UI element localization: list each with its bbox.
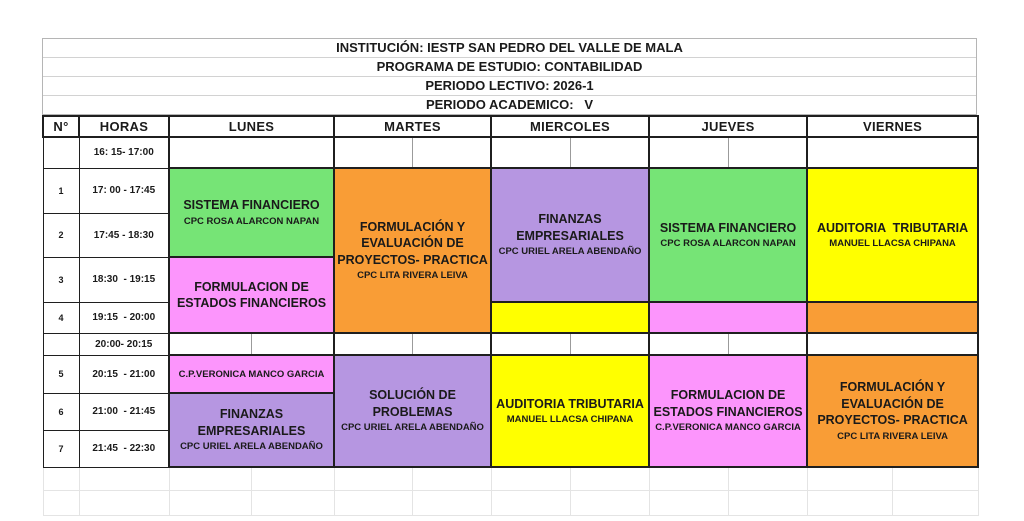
course-teacher: MANUEL LLACSA CHIPANA: [829, 238, 956, 250]
time-cell: 20:15 - 21:00: [79, 355, 169, 393]
gridline-cell: [251, 490, 334, 515]
course-teacher: C.P.VERONICA MANCO GARCIA: [655, 422, 801, 434]
empty-slot-martes-early-1: [334, 137, 412, 168]
course-teacher: CPC URIEL ARELA ABENDAÑO: [498, 246, 642, 258]
course-cell-lunes-finanzas-empresariales: [169, 393, 334, 467]
course-cell-lunes-veronica-manco: [169, 355, 334, 393]
row-number-cell: 6: [43, 393, 79, 430]
gridline-cell: [892, 490, 978, 515]
course-teacher: CPC ROSA ALARCON NAPAN: [660, 238, 796, 250]
gridline-cell: [169, 467, 251, 490]
pre-class-row: [43, 137, 978, 168]
gridline-cell: [412, 467, 491, 490]
gridline-cell: [251, 467, 334, 490]
course-teacher: CPC LITA RIVERA LEIVA: [837, 430, 948, 442]
course-teacher: CPC LITA RIVERA LEIVA: [357, 270, 468, 282]
time-cell: 18:30 - 19:15: [79, 257, 169, 302]
empty-slot-martes-break-2: [412, 333, 491, 355]
course-teacher: CPC ROSA ALARCON NAPAN: [183, 215, 320, 227]
time-cell: 21:45 - 22:30: [79, 430, 169, 467]
empty-slot-viernes-break: [807, 333, 978, 355]
time-cell: 20:00- 20:15: [79, 333, 169, 355]
time-cell: 21:00 - 21:45: [79, 393, 169, 430]
schedule-table: [42, 115, 979, 516]
course-cell-miercoles-auditoria-tributaria: [491, 355, 649, 467]
course-teacher: MANUEL LLACSA CHIPANA: [506, 414, 634, 426]
gridline-cell: [43, 490, 79, 515]
empty-slot-martes-break-1: [334, 333, 412, 355]
course-cell-viernes-formulacion-proyectos: [807, 355, 978, 467]
time-cell: 19:15 - 20:00: [79, 302, 169, 333]
empty-slot-jueves-break-2: [728, 333, 807, 355]
row-number-cell: [43, 137, 79, 168]
course-cell-viernes-auditoria-tributaria: [807, 168, 978, 302]
course-title: FORMULACIÓN Y EVALUACIÓN DE PROYECTOS- PRACTICA: [817, 380, 968, 428]
course-title: SISTEMA FINANCIERO: [183, 198, 320, 213]
course-title: FINANZAS EMPRESARIALES: [197, 407, 306, 438]
col-header-viernes: VIERNES: [807, 116, 978, 137]
course-cell-martes-solucion-problemas: [334, 355, 491, 467]
col-header-martes: MARTES: [334, 116, 491, 137]
course-cell-lunes-formulacion-estados: [169, 257, 334, 333]
gridline-cell: [412, 490, 491, 515]
row-number-cell: 3: [43, 257, 79, 302]
gridline-cell: [334, 490, 412, 515]
course-title: FORMULACION DE ESTADOS FINANCIEROS: [176, 279, 327, 310]
title-academic-period: PERIODO ACADEMICO: V: [43, 95, 976, 114]
empty-slot-jueves-early-1: [649, 137, 728, 168]
timetable-sheet: [42, 38, 977, 516]
title-institution: INSTITUCIÓN: IESTP SAN PEDRO DEL VALLE DE MALA: [336, 40, 683, 55]
col-header-number: N°: [43, 116, 79, 137]
empty-slot-miercoles-break-2: [570, 333, 649, 355]
col-header-jueves: JUEVES: [649, 116, 807, 137]
course-cell-lunes-sistema-financiero: [169, 168, 334, 257]
period-row-1: [43, 168, 978, 213]
course-cell-jueves-formulacion-estados: [649, 355, 807, 467]
empty-slot-miercoles-break-1: [491, 333, 570, 355]
course-cell-jueves-sistema-financiero: [649, 168, 807, 302]
course-teacher: CPC URIEL ARELA ABENDAÑO: [341, 422, 484, 434]
title-lective-period: PERIODO LECTIVO: 2026-1: [43, 76, 976, 95]
gridline-cell: [570, 467, 649, 490]
row-number-cell: 5: [43, 355, 79, 393]
course-teacher: CPC URIEL ARELA ABENDAÑO: [180, 441, 323, 453]
course-cell-martes-formulacion-proyectos: [334, 168, 491, 333]
time-cell: 17:45 - 18:30: [79, 213, 169, 257]
empty-slot-viernes-early: [807, 137, 978, 168]
course-title: SISTEMA FINANCIERO: [659, 220, 797, 235]
empty-slot-lunes-early: [169, 137, 334, 168]
gridline-cell: [807, 490, 892, 515]
empty-slot-lunes-break-1: [169, 333, 251, 355]
period-row-5: [43, 355, 978, 393]
day-header-row: [43, 116, 978, 137]
course-title: FORMULACION DE ESTADOS FINANCIEROS: [653, 388, 803, 419]
gridline-row: [43, 467, 978, 490]
gridline-cell: [807, 467, 892, 490]
gridline-cell: [892, 467, 978, 490]
course-title: SOLUCIÓN DE PROBLEMAS: [369, 388, 460, 419]
course-title: FORMULACIÓN Y EVALUACIÓN DE PROYECTOS- PRACTICA: [337, 219, 488, 267]
col-header-miercoles: MIERCOLES: [491, 116, 649, 137]
row-number-cell: 2: [43, 213, 79, 257]
time-cell: 16: 15- 17:00: [79, 137, 169, 168]
row-number-cell: 4: [43, 302, 79, 333]
empty-slot-miercoles-early-1: [491, 137, 570, 168]
gridline-cell: [728, 490, 807, 515]
gridline-cell: [570, 490, 649, 515]
course-title: AUDITORIA TRIBUTARIA: [816, 220, 969, 235]
empty-slot-martes-early-2: [412, 137, 491, 168]
title-block: [42, 38, 977, 115]
gridline-cell: [491, 467, 570, 490]
empty-colored-cell-jueves: [649, 302, 807, 333]
gridline-cell: [43, 467, 79, 490]
gridline-cell: [649, 490, 728, 515]
gridline-cell: [491, 490, 570, 515]
course-title: AUDITORIA TRIBUTARIA: [496, 396, 644, 411]
empty-colored-cell-miercoles: [491, 302, 649, 333]
time-cell: 17: 00 - 17:45: [79, 168, 169, 213]
course-cell-miercoles-finanzas-empresariales: [491, 168, 649, 302]
gridline-cell: [728, 467, 807, 490]
row-number-cell: [43, 333, 79, 355]
col-header-hours: HORAS: [79, 116, 169, 137]
break-row: [43, 333, 978, 355]
gridline-cell: [334, 467, 412, 490]
row-number-cell: 7: [43, 430, 79, 467]
empty-slot-jueves-break-1: [649, 333, 728, 355]
empty-slot-jueves-early-2: [728, 137, 807, 168]
empty-colored-cell-viernes: [807, 302, 978, 333]
title-program: PROGRAMA DE ESTUDIO: CONTABILIDAD: [43, 57, 976, 76]
row-number-cell: 1: [43, 168, 79, 213]
gridline-cell: [79, 467, 169, 490]
gridline-row: [43, 490, 978, 515]
course-teacher: C.P.VERONICA MANCO GARCIA: [178, 368, 325, 380]
col-header-lunes: LUNES: [169, 116, 334, 137]
gridline-cell: [169, 490, 251, 515]
empty-slot-miercoles-early-2: [570, 137, 649, 168]
gridline-cell: [79, 490, 169, 515]
course-title: FINANZAS EMPRESARIALES: [516, 212, 624, 243]
empty-slot-lunes-break-2: [251, 333, 334, 355]
gridline-cell: [649, 467, 728, 490]
